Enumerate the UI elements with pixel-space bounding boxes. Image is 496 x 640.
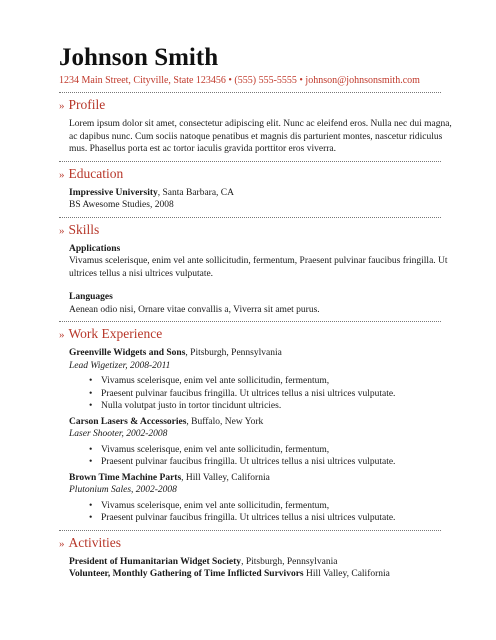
education-body [59,187,456,212]
job-bullets [69,375,456,413]
list-item: • Praesent pulvinar faucibus fringilla. Ut ultrices tellus a nisi ultrices vulputate. [89,456,456,469]
job-role: Plutonium Sales, 2002-2008 [69,485,177,495]
job-company: Carson Lasers & Accessories [69,416,187,427]
resume-name: Johnson Smith [59,44,219,71]
double-chevron-icon: » [59,168,65,181]
activity-location: , Pitsburgh, Pennsylvania [241,556,338,567]
activity-item [69,556,456,569]
section-title-education: » Education [59,165,124,181]
job-location: , Hill Valley, California [181,472,270,483]
job-company-line [69,416,456,429]
list-item: • Praesent pulvinar faucibus fringilla. Ut ultrices tellus a nisi ultrices vulputate. [89,388,456,401]
job-company-line [69,472,456,485]
double-chevron-icon: » [59,329,65,341]
work-body [59,347,456,525]
section-divider [59,92,441,93]
skills-applications-heading: Applications [69,243,121,254]
section-title-work: » Work Experience [59,326,163,341]
double-chevron-icon: » [59,100,65,112]
job-role: Lead Wigetizer, 2008-2011 [69,360,171,371]
section-divider [59,321,441,322]
job-bullets [69,500,456,525]
job-role: Laser Shooter, 2002-2008 [69,429,168,439]
school-name: Impressive University [69,187,158,198]
section-divider [59,161,441,162]
job-location: , Pitsburgh, Pennsylvania [185,348,282,358]
activity-item [69,568,456,581]
section-title-profile: » Profile [59,97,106,112]
skills-languages-text: Aenean odio nisi, Ornare vitae convallis a, Viverra sit amet purus. [69,304,320,315]
list-item: • Vivamus scelerisque, enim vel ante sollicitudin, fermentum, [89,500,456,513]
list-item: • Vivamus scelerisque, enim vel ante sollicitudin, fermentum, [89,444,456,457]
job-bullets [69,444,456,469]
section-divider [59,217,441,218]
section-title-skills: » Skills [59,221,100,237]
job-entry [69,472,456,525]
activity-name: Volunteer, Monthly Gathering of Time Inflicted Survivors [69,569,304,579]
section-title-activities: » Activities [59,534,121,550]
education-degree: BS Awesome Studies, 2008 [69,200,174,210]
profile-text: Lorem ipsum dolor sit amet, consectetur adipiscing elit. Nunc ac eleifend eros. Nulla nec dui magna, ac dapibus nunc. Cum sociis natoque penatibus et magnis dis parturient montes, nascetur ridiculus mus. Phasellus porta est ac tortor iaculis gravida porttitor eros viverra. [69,119,452,154]
profile-body [59,118,456,156]
skills-languages-heading: Languages [69,292,113,302]
list-item: • Nulla volutpat justo in tortor tincidunt ultricies. [89,400,456,413]
list-item: • Praesent pulvinar faucibus fringilla. Ut ultrices tellus a nisi ultrices vulputate. [89,512,456,525]
job-location: , Buffalo, New York [186,416,264,427]
contact-line: 1234 Main Street, Cityville, State 123456 • (555) 555-5555 • johnson@johnsonsmith.com [59,75,420,86]
section-divider [59,530,441,531]
activity-location: Hill Valley, California [303,569,390,579]
activities-body [59,556,456,581]
school-location: , Santa Barbara, CA [157,187,234,198]
job-entry [69,416,456,469]
skills-applications-text: Vivamus scelerisque, enim vel ante sollicitudin, fermentum, Praesent pulvinar faucibus fringilla. Ut ultrices tellus a nisi ultrices vulputate. [69,256,448,279]
education-school-line [69,187,456,200]
skills-body [59,243,456,317]
list-item: • Vivamus scelerisque, enim vel ante sollicitudin, fermentum, [89,375,456,388]
job-company: Brown Time Machine Parts [69,472,182,483]
double-chevron-icon: » [59,537,65,550]
double-chevron-icon: » [59,224,65,237]
job-company: Greenville Widgets and Sons [69,348,186,358]
activity-name: President of Humanitarian Widget Society [69,556,242,567]
job-company-line [69,347,456,360]
job-entry [69,347,456,413]
